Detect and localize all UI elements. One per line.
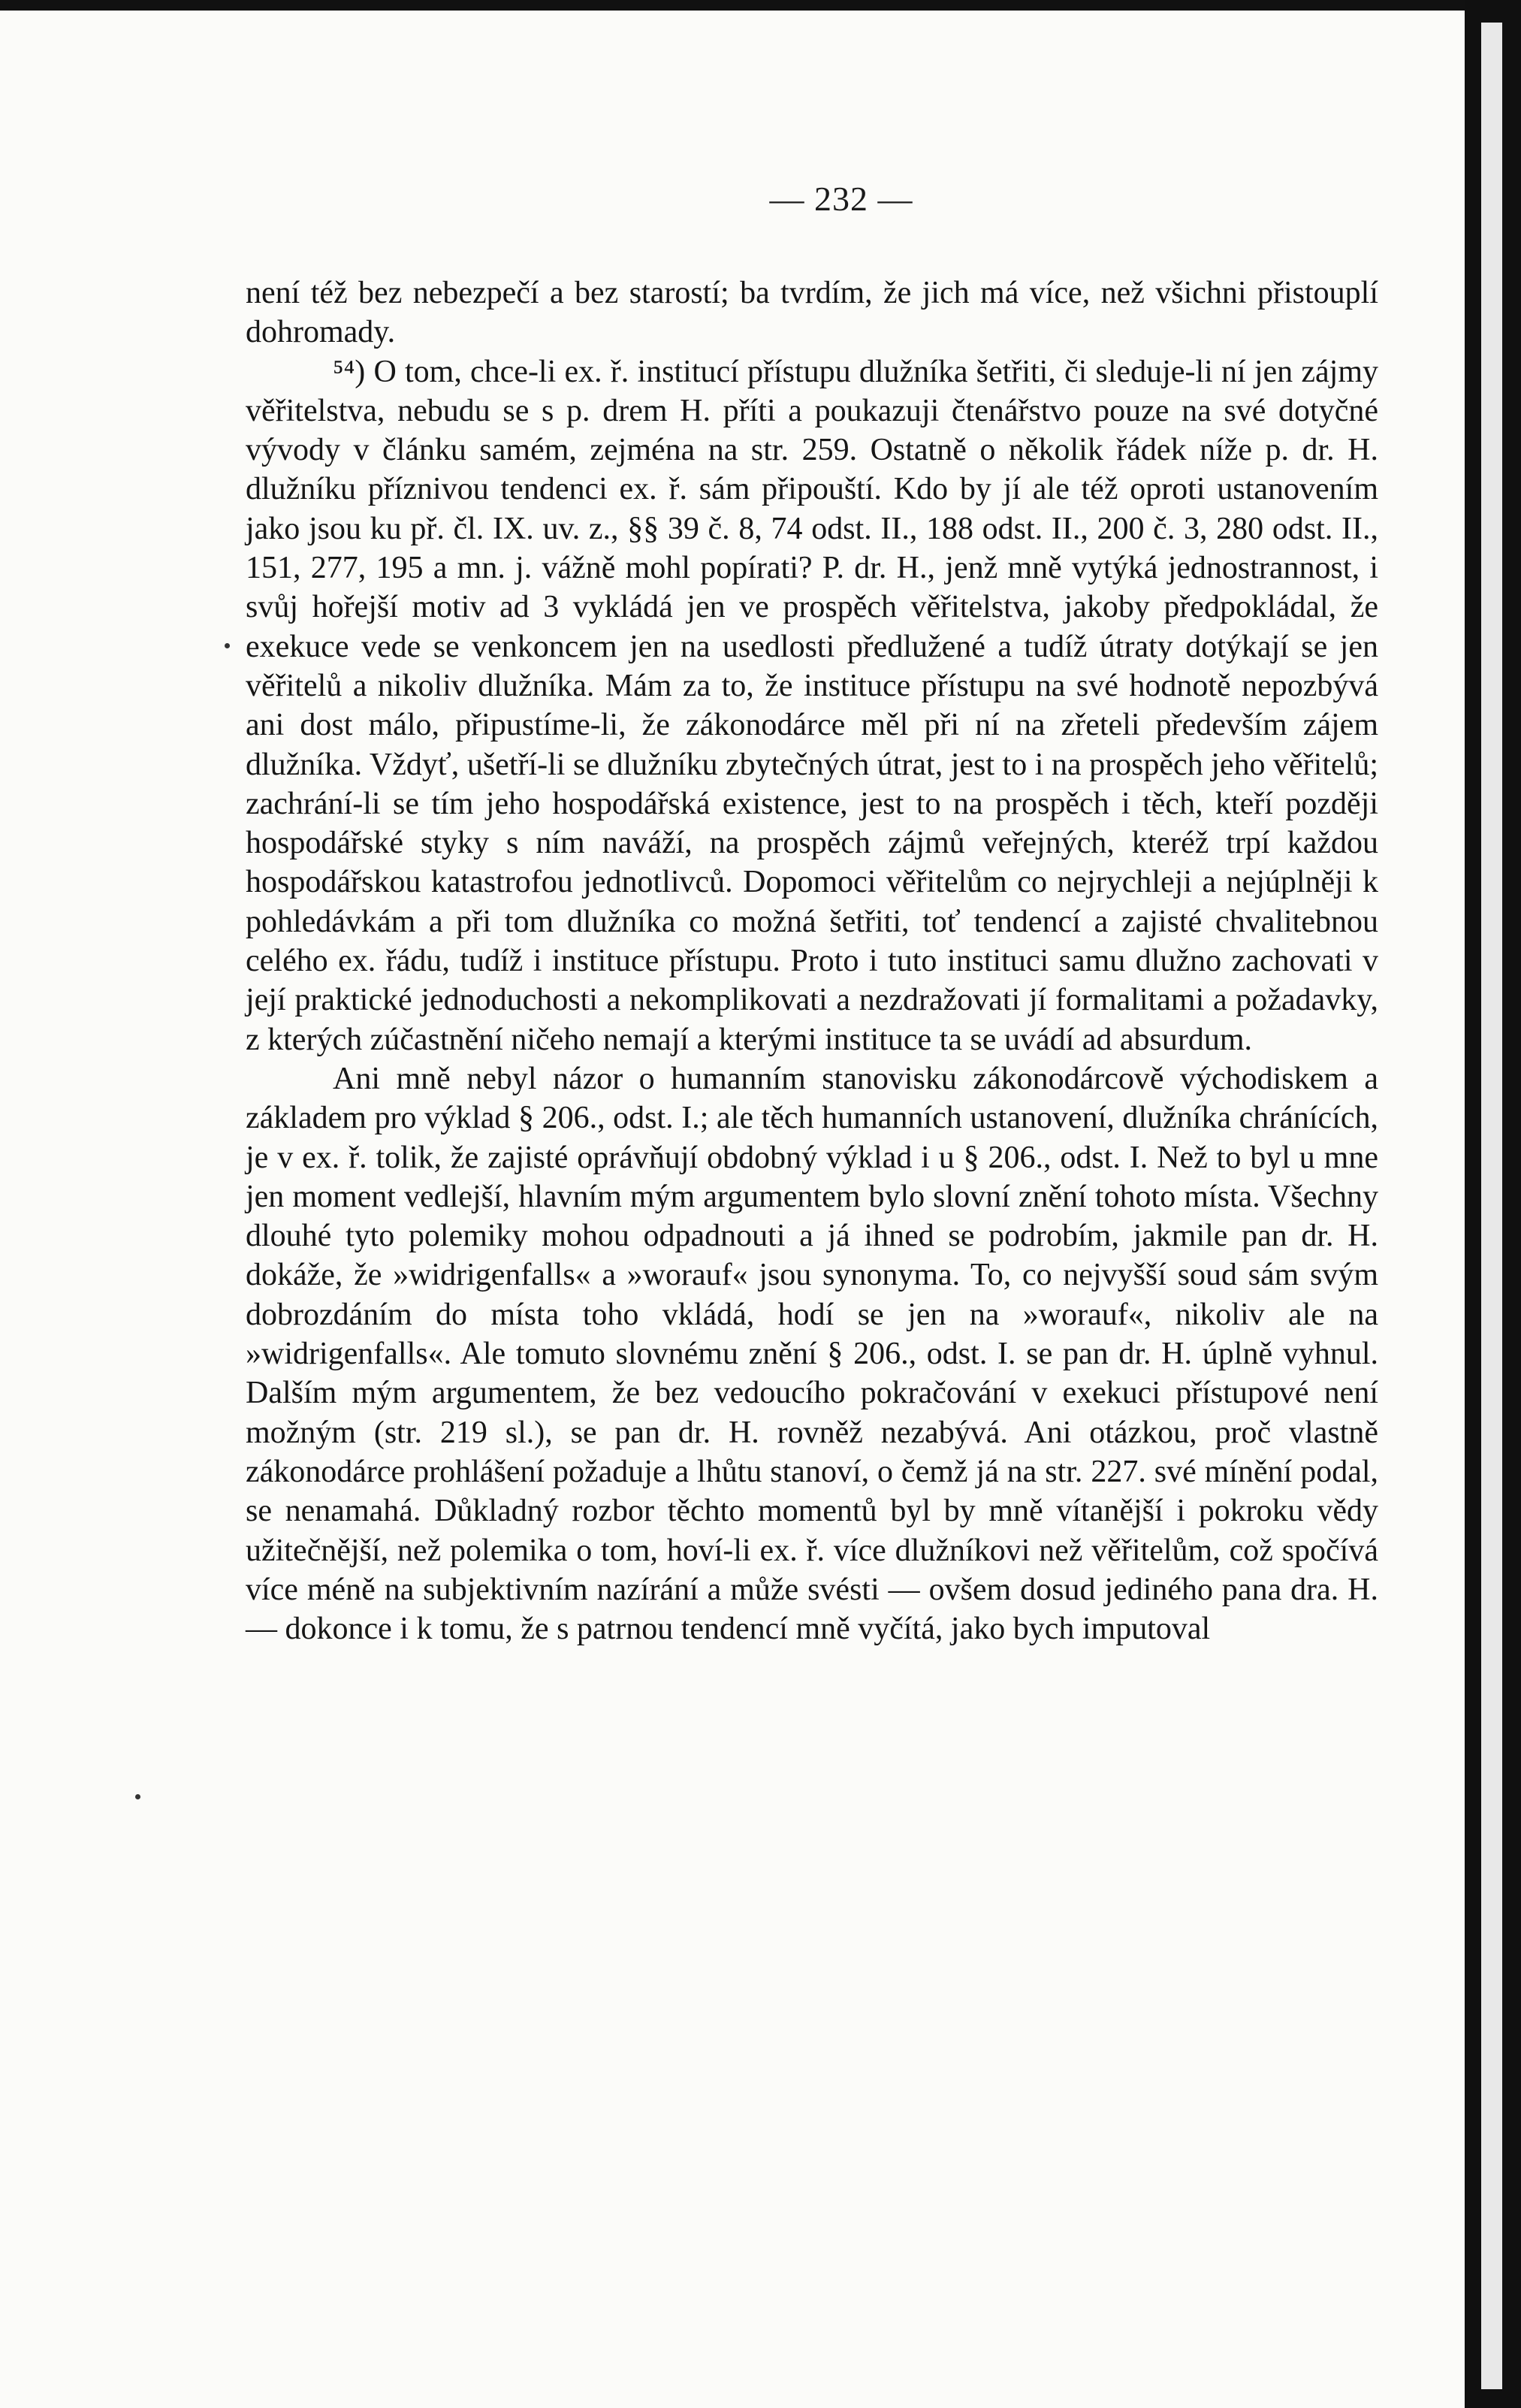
margin-speck (135, 1794, 140, 1799)
scan-top-border (0, 0, 1465, 11)
page-number: — 232 — (769, 180, 913, 218)
margin-speck (225, 643, 230, 648)
paragraph-footnote-54: ⁵⁴) O tom, chce-li ex. ř. institucí přístupu dlužníka šetřiti, či sleduje-li ní jen zájmy věřitelstva, nebudu se s p. drem H. příti a poukazuji čtenářstvo pouze na své dotyčné vývody v článku samém, zejména na str. 259. Ostatně o několik řádek níže p. dr. H. dlužníku příznivou tendenci ex. ř. sám připouští. Kdo by jí ale též oproti ustanovením jako jsou ku př. čl. IX. uv. z., §§ 39 č. 8, 74 odst. II., 188 odst. II., 200 č. 3, 280 odst. II., 151, 277, 195 a mn. j. vážně mohl popírati? P. dr. H., jenž mně vytýká jednostrannost, i svůj hořejší motiv ad 3 vykládá jen ve prospěch věřitelstva, jakoby předpokládal, že exekuce vede se venkoncem jen na usedlosti předlužené a tudíž útraty dotýkají se jen věřitelů a nikoliv dlužníka. Mám za to, že instituce přístupu na své hodnotě nepozbývá ani dost málo, připustíme-li, že zákonodárce měl při ní na zřeteli především zájem dlužníka. Vždyť, ušetří-li se dlužníku zbytečných útrat, jest to i na prospěch jeho věřitelů; zachrání-li se tím jeho hospodářská existence, jest to na prospěch i těch, kteří později hospodářské styky s ním naváží, na prospěch zájmů veřejných, kteréž trpí každou hospodářskou katastrofou jednotlivců. Dopomoci věřitelům co nejrychleji a nejúplněji k pohledávkám a při tom dlužníka co možná šetřiti, toť tendencí a zajisté chvalitebnou celého ex. řádu, tudíž i instituce přístupu. Proto i tuto instituci samu dlužno zachovati v její praktické jednoduchosti a nekomplikovati a nezdražovati jí formalitami a požadavky, z kterých zúčastnění ničeho nemají a kterými instituce ta se uvádí ad absurdum. (246, 354, 1378, 1057)
scan-right-border (1465, 0, 1521, 2408)
adjacent-page-edge (1481, 23, 1502, 2389)
paragraph-continuation: není též bez nebezpečí a bez starostí; ba tvrdím, že jich má více, než všichni přistouplí dohromady. (246, 276, 1378, 350)
paragraph-main: Ani mně nebyl názor o humanním stanovisku zákonodárcově východiskem a základem pro výklad § 206., odst. I.; ale těch humanních ustanovení, dlužníka chránících, je v ex. ř. tolik, že zajisté oprávňují obdobný výklad i u § 206., odst. I. Než to byl u mne jen moment vedlejší, hlavním mým argumentem bylo slovní znění tohoto místa. Všechny dlouhé tyto polemiky mohou odpadnouti a já ihned se podrobím, jakmile pan dr. H. dokáže, že »widrigenfalls« a »worauf« jsou synonyma. To, co nejvyšší soud sám svým dobrozdáním do místa toho vkládá, hodí se jen na »worauf«, nikoliv ale na »widrigenfalls«. Ale tomuto slovnému znění § 206., odst. I. se pan dr. H. úplně vyhnul. Dalším mým argumentem, že bez vedoucího pokračování v exekuci přístupové není možným (str. 219 sl.), se pan dr. H. rovněž nezabývá. Ani otázkou, proč vlastně zákonodárce prohlášení požaduje a lhůtu stanoví, o čemž já na str. 227. své mínění podal, se nenamahá. Důkladný rozbor těchto momentů byl by mně vítanější i pokroku vědy užitečnější, než polemika o tom, hoví-li ex. ř. více dlužníkovi než věřitelům, což spočívá více méně na subjektivním nazírání a může svésti — ovšem dosud jediného pana dra. H. — dokonce i k tomu, že s patrnou tendencí mně vyčítá, jako bych imputoval (246, 1061, 1378, 1647)
body-text (246, 273, 1378, 1648)
